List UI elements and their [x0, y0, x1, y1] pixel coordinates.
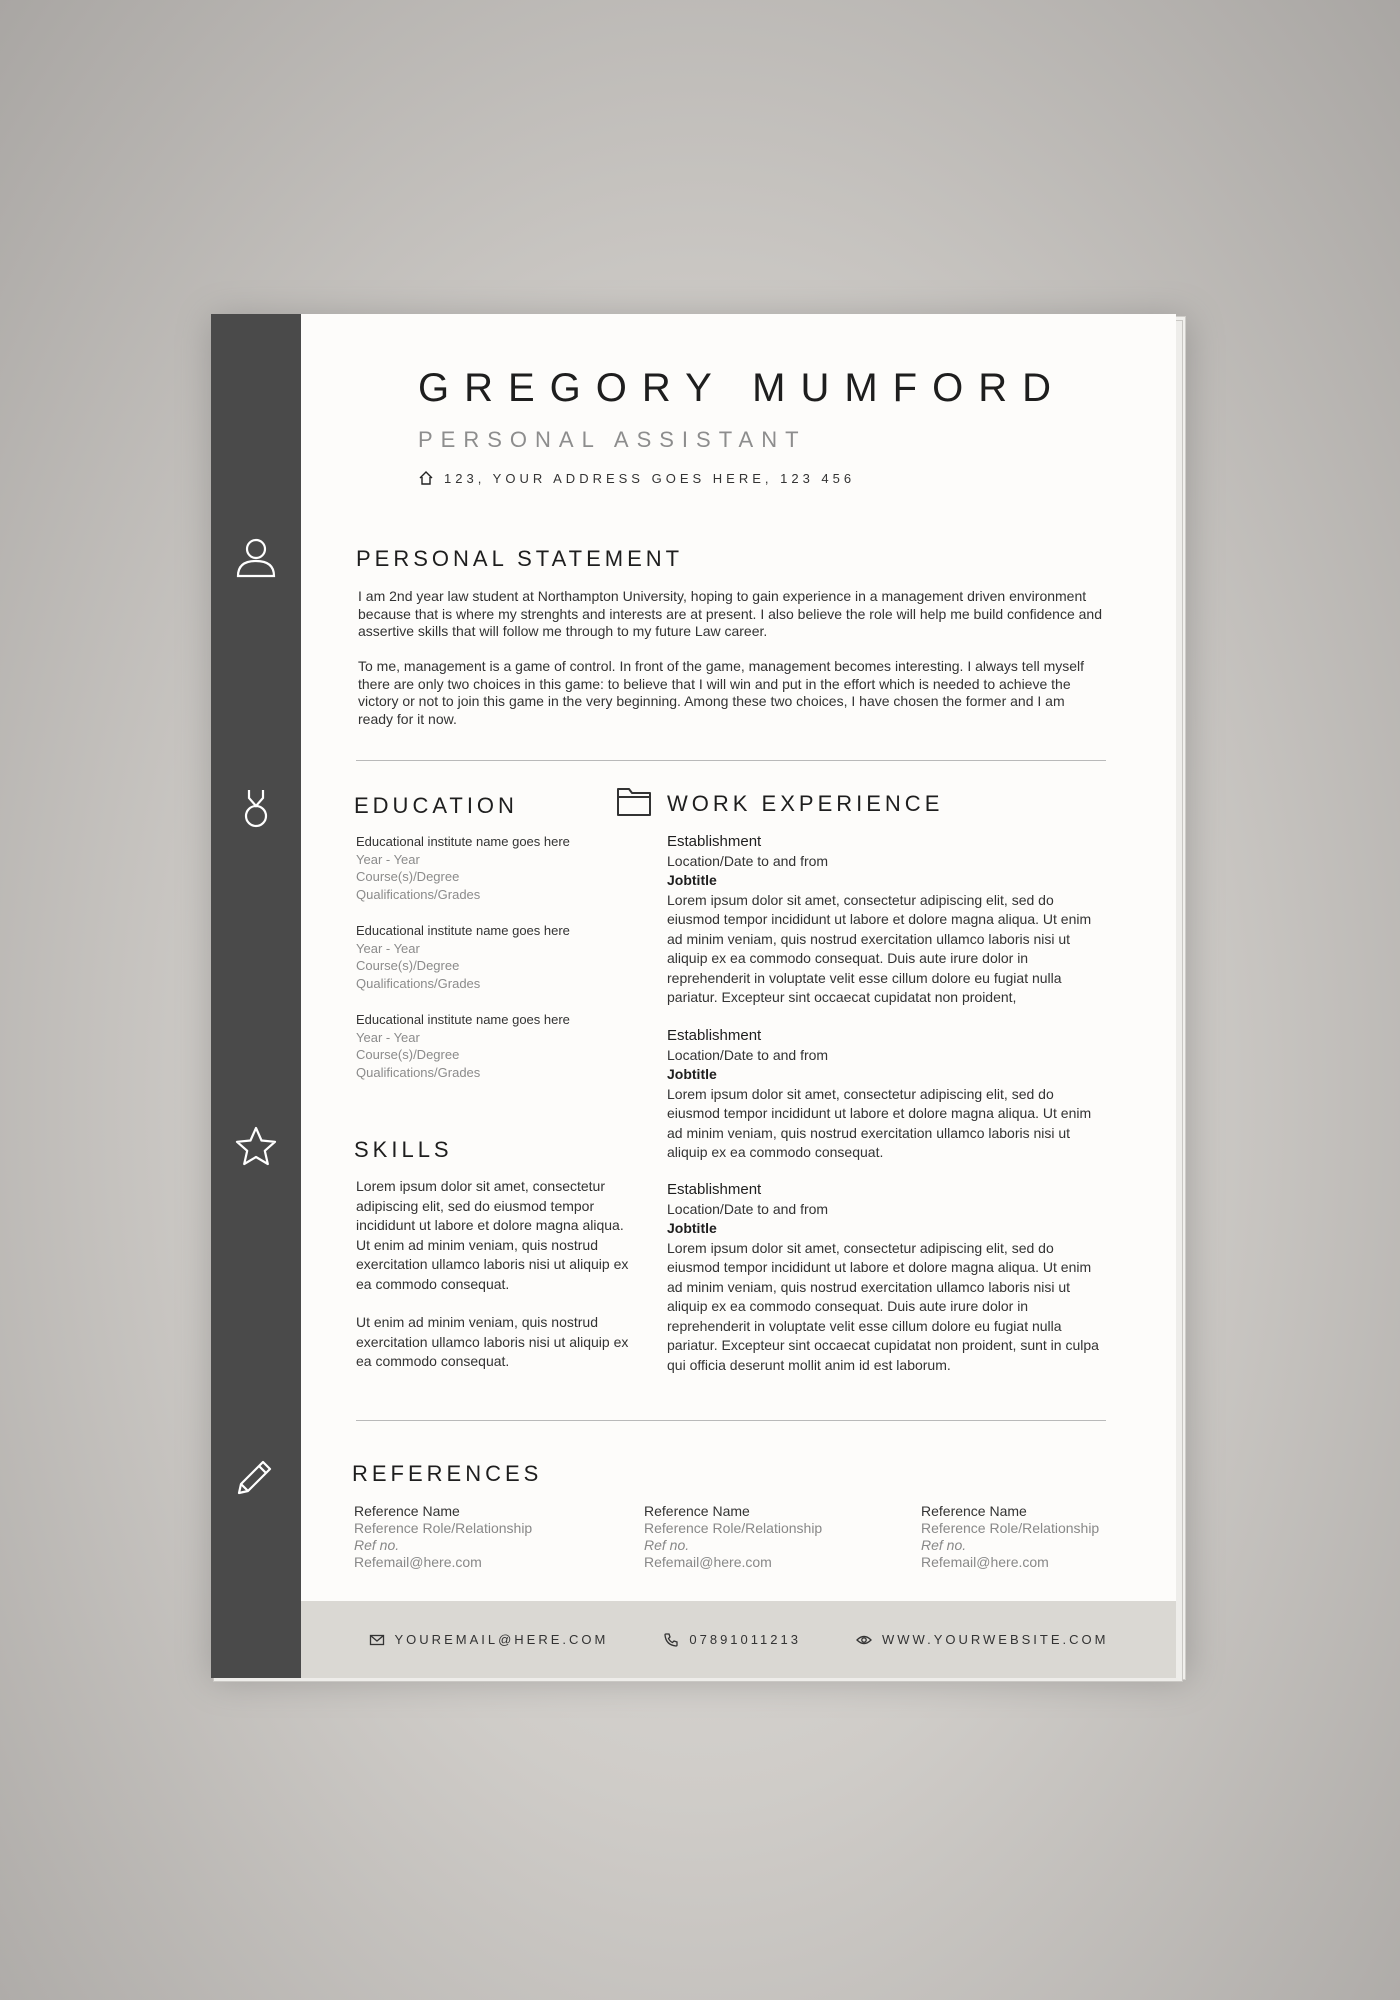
reference-name: Reference Name [354, 1503, 460, 1519]
footer-website[interactable] [856, 1632, 1108, 1648]
pencil-icon [233, 1452, 279, 1498]
education-years: Year - Year [356, 851, 420, 867]
personal-statement-heading: PERSONAL STATEMENT [356, 546, 684, 571]
reference-entry [921, 1503, 1151, 1571]
education-institute: Educational institute name goes here [356, 1012, 570, 1027]
star-icon [233, 1124, 279, 1170]
reference-email: Refemail@here.com [644, 1554, 772, 1570]
skills-paragraph: Lorem ipsum dolor sit amet, consectetur adipiscing elit, sed do eiusmod tempor incididunt ut labore et dolore magna aliqua. Ut enim ad minim veniam, quis nostrud exercitation ullamco laboris nisi ut aliquip ex ea commodo consequat. [356, 1178, 629, 1292]
reference-entry [354, 1503, 584, 1571]
education-grades: Qualifications/Grades [356, 975, 481, 991]
footer-phone[interactable] [663, 1632, 801, 1648]
reference-name: Reference Name [644, 1503, 750, 1519]
reference-role: Reference Role/Relationship [644, 1520, 823, 1536]
references-heading: REFERENCES [352, 1461, 543, 1486]
education-heading: EDUCATION [354, 793, 518, 818]
work-jobtitle: Jobtitle [667, 1220, 717, 1236]
footer-email-text: YOUREMAIL@HERE.COM [394, 1632, 609, 1647]
section-divider [356, 1420, 1106, 1421]
folder-icon [616, 785, 652, 817]
work-location: Location/Date to and from [667, 1046, 829, 1063]
user-icon [233, 534, 279, 580]
reference-number: Ref no. [644, 1537, 690, 1553]
statement-paragraph: I am 2nd year law student at Northampton University, hoping to gain experience in a management driven environment because that is where my strenghts and interests are at present. I also believe the role will help me build confidence and assertive skills that will follow me through to my future Law career. [358, 588, 1102, 639]
job-title: PERSONAL ASSISTANT [418, 427, 807, 452]
work-jobtitle: Jobtitle [667, 872, 717, 888]
reference-role: Reference Role/Relationship [921, 1520, 1100, 1536]
reference-name: Reference Name [921, 1503, 1027, 1519]
footer-phone-text: 07891011213 [689, 1632, 801, 1647]
education-institute: Educational institute name goes here [356, 923, 570, 938]
reference-role: Reference Role/Relationship [354, 1520, 533, 1536]
reference-number: Ref no. [354, 1537, 400, 1553]
home-icon [418, 470, 434, 486]
work-entry [667, 832, 1107, 1008]
sidebar [211, 314, 301, 1678]
work-description: Lorem ipsum dolor sit amet, consectetur adipiscing elit, sed do eiusmod tempor incididunt ut labore et dolore magna aliqua. Ut enim ad minim veniam, quis nostrud exercitation ullamco laboris nisi ut aliquip ex ea commodo consequat. Duis aute irure dolor in reprehenderit in voluptate velit esse cillum dolore eu fugiat nulla pariatur. Excepteur sint occaecat cupidatat non proident, [667, 891, 1092, 1005]
education-course: Course(s)/Degree [356, 1047, 460, 1062]
reference-email: Refemail@here.com [354, 1554, 482, 1570]
reference-entry [644, 1503, 874, 1571]
education-grades: Qualifications/Grades [356, 886, 481, 902]
work-description: Lorem ipsum dolor sit amet, consectetur adipiscing elit, sed do eiusmod tempor incididunt ut labore et dolore magna aliqua. Ut enim ad minim veniam, quis nostrud exercitation ullamco laboris nisi ut aliquip ex ea commodo consequat. [667, 1085, 1092, 1160]
education-years: Year - Year [356, 940, 420, 956]
address-line [418, 470, 855, 486]
phone-icon [663, 1632, 679, 1648]
education-entry [356, 833, 596, 903]
footer-email[interactable] [369, 1632, 609, 1648]
work-location: Location/Date to and from [667, 1200, 829, 1217]
work-experience-heading: WORK EXPERIENCE [667, 791, 944, 816]
resume-page [211, 314, 1176, 1678]
reference-email: Refemail@here.com [921, 1554, 1049, 1570]
education-course: Course(s)/Degree [356, 869, 460, 884]
education-years: Year - Year [356, 1029, 420, 1045]
education-entry [356, 1011, 596, 1081]
skills-paragraph: Ut enim ad minim veniam, quis nostrud exercitation ullamco laboris nisi ut aliquip ex ea commodo consequat. [356, 1314, 629, 1369]
work-establishment: Establishment [667, 1181, 762, 1198]
statement-paragraph: To me, management is a game of control. In front of the game, management becomes interesting. I always tell myself there are only two choices in this game: to believe that I will win and put in the effort which is needed to achieve the victory or not to join this game in the very beginning. Among these two choices, I have chosen the former and I am ready for it now. [358, 658, 1085, 727]
work-establishment: Establishment [667, 833, 762, 850]
reference-number: Ref no. [921, 1537, 967, 1553]
eye-icon [856, 1632, 872, 1648]
education-grades: Qualifications/Grades [356, 1064, 481, 1080]
contact-footer [301, 1601, 1176, 1678]
medal-icon [233, 784, 279, 830]
footer-website-text: WWW.YOURWEBSITE.COM [881, 1632, 1109, 1647]
education-course: Course(s)/Degree [356, 958, 460, 973]
work-description: Lorem ipsum dolor sit amet, consectetur adipiscing elit, sed do eiusmod tempor incididunt ut labore et dolore magna aliqua. Ut enim ad minim veniam, quis nostrud exercitation ullamco laboris nisi ut aliquip ex ea commodo consequat. Duis aute irure dolor in reprehenderit in voluptate velit esse cillum dolore eu fugiat nulla pariatur. Excepteur sint occaecat cupidatat non proident, sunt in culpa qui officia deserunt mollit anim id est laborum. [667, 1239, 1099, 1373]
work-location: Location/Date to and from [667, 852, 829, 869]
section-divider [356, 760, 1106, 761]
work-jobtitle: Jobtitle [667, 1066, 717, 1082]
education-entry [356, 922, 596, 992]
work-entry [667, 1026, 1107, 1163]
envelope-icon [369, 1632, 385, 1648]
education-institute: Educational institute name goes here [356, 834, 570, 849]
address-text: 123, YOUR ADDRESS GOES HERE, 123 456 [444, 470, 856, 486]
skills-heading: SKILLS [354, 1137, 453, 1162]
work-establishment: Establishment [667, 1027, 762, 1044]
work-entry [667, 1180, 1107, 1375]
candidate-name: GREGORY MUMFORD [418, 366, 1066, 410]
